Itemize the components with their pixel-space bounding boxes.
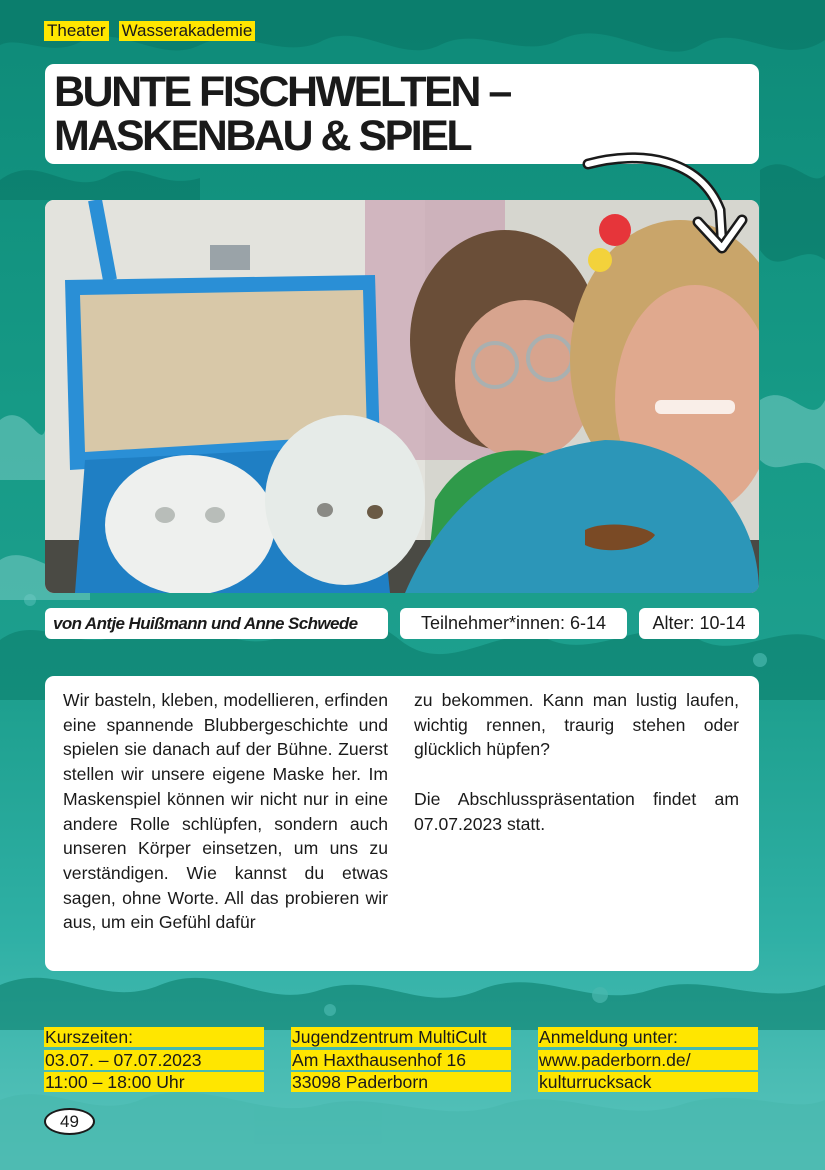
registration-block (538, 1027, 758, 1095)
description-card (45, 676, 759, 971)
location-venue: Jugendzentrum MultiCult (291, 1027, 511, 1047)
location-street: Am Haxthausenhof 16 (291, 1050, 511, 1070)
registration-heading: Anmeldung unter: (538, 1027, 758, 1047)
description-column-2 (414, 688, 739, 971)
registration-url-2: kulturrucksack (538, 1072, 758, 1092)
tag-theater: Theater (44, 21, 109, 41)
page-number: 49 (44, 1108, 95, 1135)
authors-label: von Antje Huißmann und Anne Schwede (45, 608, 388, 639)
location-city: 33098 Paderborn (291, 1072, 511, 1092)
age-label: Alter: 10-14 (639, 608, 759, 639)
schedule-times: 11:00 – 18:00 Uhr (44, 1072, 264, 1092)
location-block (291, 1027, 511, 1095)
schedule-block (44, 1027, 264, 1095)
title-card (45, 64, 759, 164)
registration-url-1: www.paderborn.de/ (538, 1050, 758, 1070)
page-title-line-1: BUNTE FISCHWELTEN – (54, 68, 510, 116)
tag-wasserakademie: Wasserakademie (119, 21, 256, 41)
participants-label: Teilnehmer*innen: 6-14 (400, 608, 627, 639)
description-paragraph-1: Wir basteln, kleben, modellieren, erfinden eine spannende Blubbergeschichte und spielen sie danach auf der Bühne. Zuerst stellen wir unsere eigene Maske her. Im Maskenspiel können wir nicht nur in eine andere Rolle schlüpfen, sondern auch unseren Körper einsetzen, um uns zu verständigen. Wie kannst du etwas sagen, ohne Worte. All das probieren wir aus, um ein Gefühl dafür (63, 690, 388, 933)
schedule-dates: 03.07. – 07.07.2023 (44, 1050, 264, 1070)
schedule-heading: Kurszeiten: (44, 1027, 264, 1047)
description-paragraph-2: zu bekommen. Kann man lustig laufen, wichtig rennen, traurig stehen oder glücklich hüpfen? (414, 690, 739, 760)
description-column-1 (63, 688, 388, 971)
presentation-note: Die Abschlusspräsentation findet am 07.07.2023 statt. (414, 788, 739, 834)
category-tags (44, 21, 255, 41)
curved-arrow-icon (580, 150, 750, 270)
page-title-line-2: MASKENBAU & SPIEL (54, 112, 471, 160)
